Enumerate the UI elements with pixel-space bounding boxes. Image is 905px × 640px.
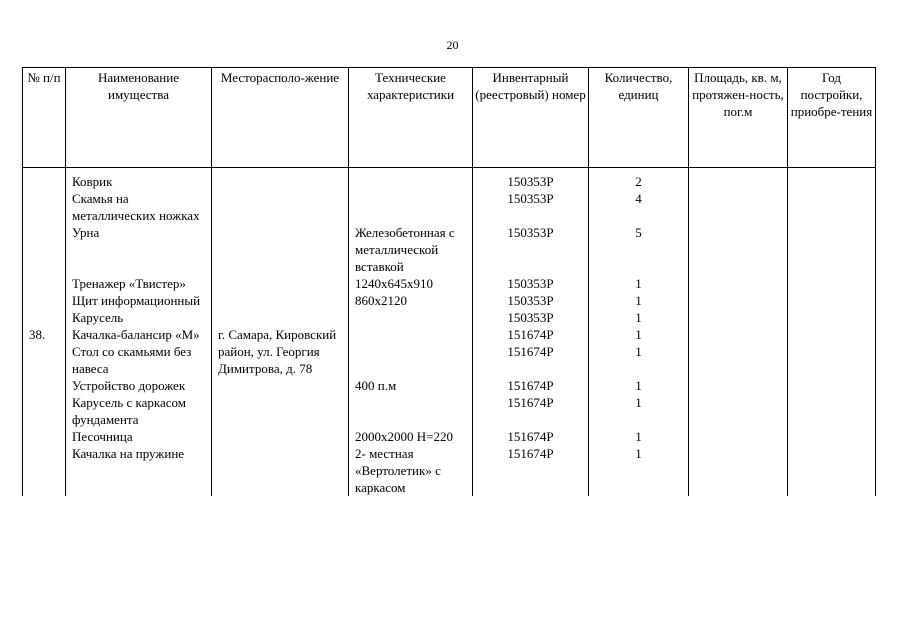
table-row <box>23 275 876 292</box>
cell-num <box>23 428 66 445</box>
cell-inventory: 151674Р <box>473 394 589 428</box>
cell-location <box>212 275 349 292</box>
cell-num <box>23 168 66 191</box>
cell-quantity: 1 <box>589 326 689 343</box>
cell-location <box>212 224 349 275</box>
table-row <box>23 445 876 496</box>
cell-name: Урна <box>66 224 212 275</box>
cell-area <box>689 343 788 377</box>
cell-name: Качалка на пружине <box>66 445 212 496</box>
cell-location <box>212 445 349 496</box>
cell-name: Скамья на металлических ножках <box>66 190 212 224</box>
cell-tech: 1240х645х910 <box>349 275 473 292</box>
cell-year <box>788 292 876 309</box>
cell-area <box>689 428 788 445</box>
header-tech: Технические характеристики <box>349 68 473 168</box>
cell-inventory: 150353Р <box>473 309 589 326</box>
cell-tech: 2- местная «Вертолетик» с каркасом <box>349 445 473 496</box>
cell-name: Стол со скамьями без навеса <box>66 343 212 377</box>
table-row <box>23 343 876 377</box>
cell-area <box>689 309 788 326</box>
cell-inventory: 150353Р <box>473 190 589 224</box>
cell-year <box>788 190 876 224</box>
cell-name: Тренажер «Твистер» <box>66 275 212 292</box>
cell-location <box>212 190 349 224</box>
cell-name: Коврик <box>66 168 212 191</box>
header-area: Площадь, кв. м, протяжен-ность, пог.м <box>689 68 788 168</box>
header-num: № п/п <box>23 68 66 168</box>
cell-inventory: 151674Р <box>473 428 589 445</box>
cell-tech: Железобетонная с металлической вставкой <box>349 224 473 275</box>
cell-inventory: 150353Р <box>473 275 589 292</box>
cell-year <box>788 377 876 394</box>
table-row <box>23 377 876 394</box>
cell-quantity: 1 <box>589 343 689 377</box>
cell-inventory: 151674Р <box>473 445 589 496</box>
cell-quantity: 1 <box>589 309 689 326</box>
table-row <box>23 394 876 428</box>
cell-tech <box>349 168 473 191</box>
table-row <box>23 168 876 191</box>
table-row <box>23 326 876 343</box>
cell-year <box>788 309 876 326</box>
cell-tech: 2000х2000 Н=220 <box>349 428 473 445</box>
cell-num <box>23 343 66 377</box>
cell-area <box>689 394 788 428</box>
cell-tech <box>349 309 473 326</box>
cell-num <box>23 445 66 496</box>
cell-location <box>212 309 349 326</box>
cell-tech <box>349 326 473 343</box>
cell-year <box>788 168 876 191</box>
cell-location <box>212 428 349 445</box>
cell-area <box>689 168 788 191</box>
cell-inventory: 150353Р <box>473 168 589 191</box>
table-row <box>23 309 876 326</box>
cell-quantity: 1 <box>589 292 689 309</box>
cell-year <box>788 394 876 428</box>
cell-name: Карусель <box>66 309 212 326</box>
cell-area <box>689 224 788 275</box>
cell-quantity: 2 <box>589 168 689 191</box>
header-name: Наименование имущества <box>66 68 212 168</box>
cell-location <box>212 168 349 191</box>
cell-num <box>23 190 66 224</box>
cell-area <box>689 275 788 292</box>
table-row <box>23 428 876 445</box>
cell-area <box>689 326 788 343</box>
cell-quantity: 5 <box>589 224 689 275</box>
header-year: Год постройки, приобре-тения <box>788 68 876 168</box>
cell-tech <box>349 190 473 224</box>
cell-location <box>212 292 349 309</box>
table-row <box>23 190 876 224</box>
cell-tech: 400 п.м <box>349 377 473 394</box>
cell-area <box>689 292 788 309</box>
cell-location <box>212 394 349 428</box>
cell-quantity: 4 <box>589 190 689 224</box>
cell-num <box>23 292 66 309</box>
cell-name: Щит информационный <box>66 292 212 309</box>
cell-inventory: 151674Р <box>473 343 589 377</box>
cell-num <box>23 275 66 292</box>
table-row <box>23 292 876 309</box>
cell-quantity: 1 <box>589 428 689 445</box>
cell-tech <box>349 394 473 428</box>
cell-num <box>23 309 66 326</box>
cell-inventory: 150353Р <box>473 292 589 309</box>
cell-inventory: 151674Р <box>473 326 589 343</box>
cell-name: Устройство дорожек <box>66 377 212 394</box>
cell-location: г. Самара, Кировский район, ул. Георгия Димитрова, д. 78 <box>212 326 349 394</box>
table-header-row <box>23 68 876 168</box>
header-inventory: Инвентарный (реестровый) номер <box>473 68 589 168</box>
cell-year <box>788 343 876 377</box>
page-number: 20 <box>446 38 459 52</box>
property-table <box>22 67 876 496</box>
cell-year <box>788 428 876 445</box>
cell-inventory: 150353Р <box>473 224 589 275</box>
header-quantity: Количество, единиц <box>589 68 689 168</box>
cell-year <box>788 275 876 292</box>
cell-area <box>689 445 788 496</box>
cell-num <box>23 377 66 394</box>
cell-area <box>689 190 788 224</box>
cell-quantity: 1 <box>589 377 689 394</box>
cell-name: Качалка-балансир «М» <box>66 326 212 343</box>
cell-name: Карусель с каркасом фундамента <box>66 394 212 428</box>
table-row <box>23 224 876 275</box>
cell-inventory: 151674Р <box>473 377 589 394</box>
cell-num <box>23 394 66 428</box>
cell-year <box>788 445 876 496</box>
cell-area <box>689 377 788 394</box>
cell-name: Песочница <box>66 428 212 445</box>
cell-tech: 860х2120 <box>349 292 473 309</box>
cell-quantity: 1 <box>589 445 689 496</box>
cell-num: 38. <box>23 326 66 343</box>
cell-num <box>23 224 66 275</box>
cell-quantity: 1 <box>589 394 689 428</box>
header-location: Месторасполо-жение <box>212 68 349 168</box>
cell-quantity: 1 <box>589 275 689 292</box>
cell-year <box>788 224 876 275</box>
cell-year <box>788 326 876 343</box>
cell-tech <box>349 343 473 377</box>
